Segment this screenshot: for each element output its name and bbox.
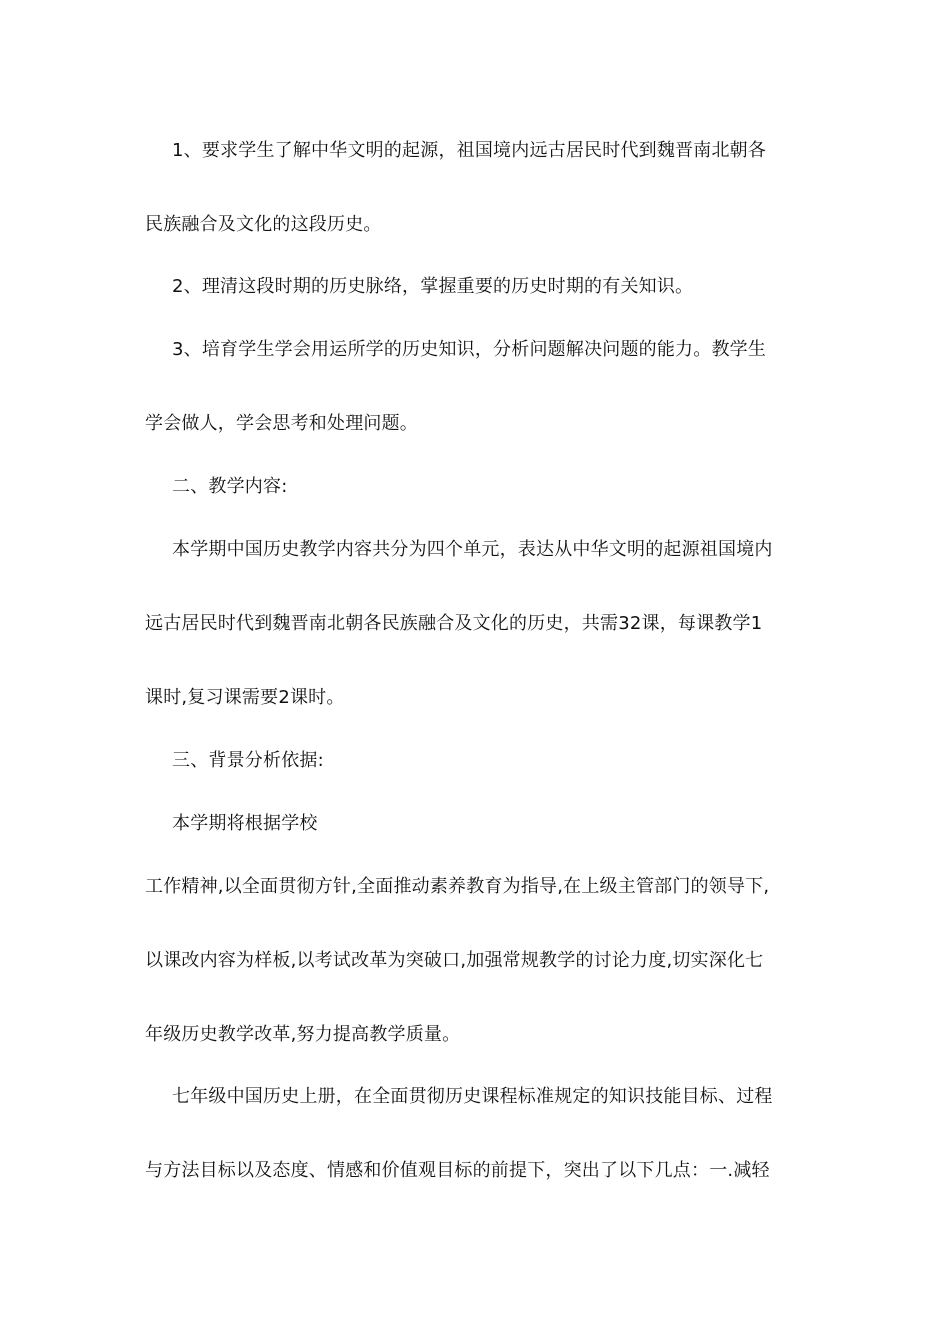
objective-3-line-2: 学会做人，学会思考和处理问题。 [145,413,418,434]
teaching-content-line-3: 课时,复习课需要2课时。 [145,687,345,708]
objective-3-line-1: 3、培育学生学会用运所学的历史知识，分析问题解决问题的能力。教学生 [172,339,767,360]
objective-1-line-2: 民族融合及文化的这段历史。 [145,214,382,235]
section-3-heading: 三、背景分析依据: [172,750,324,771]
background-line-3: 以课改内容为样板,以考试改革为突破口,加强常规教学的讨论力度,切实深化七 [145,950,764,971]
background-line-1: 本学期将根据学校 [172,813,318,834]
textbook-line-1: 七年级中国历史上册，在全面贯彻历史课程标准规定的知识技能目标、过程 [172,1086,773,1107]
objective-1-line-1: 1、要求学生了解中华文明的起源，祖国境内远古居民时代到魏晋南北朝各 [172,140,767,161]
background-line-2: 工作精神,以全面贯彻方针,全面推动素养教育为指导,在上级主管部门的领导下, [145,876,770,897]
textbook-line-2: 与方法目标以及态度、情感和价值观目标的前提下，突出了以下几点：一.减轻 [145,1160,770,1181]
teaching-content-line-2: 远古居民时代到魏晋南北朝各民族融合及文化的历史，共需32课，每课教学1 [145,613,763,634]
section-2-heading: 二、教学内容: [172,476,288,497]
background-line-4: 年级历史教学改革,努力提高教学质量。 [145,1024,461,1045]
teaching-content-line-1: 本学期中国历史教学内容共分为四个单元，表达从中华文明的起源祖国境内 [172,539,773,560]
objective-2-line: 2、理清这段时期的历史脉络，掌握重要的历史时期的有关知识。 [172,276,694,297]
